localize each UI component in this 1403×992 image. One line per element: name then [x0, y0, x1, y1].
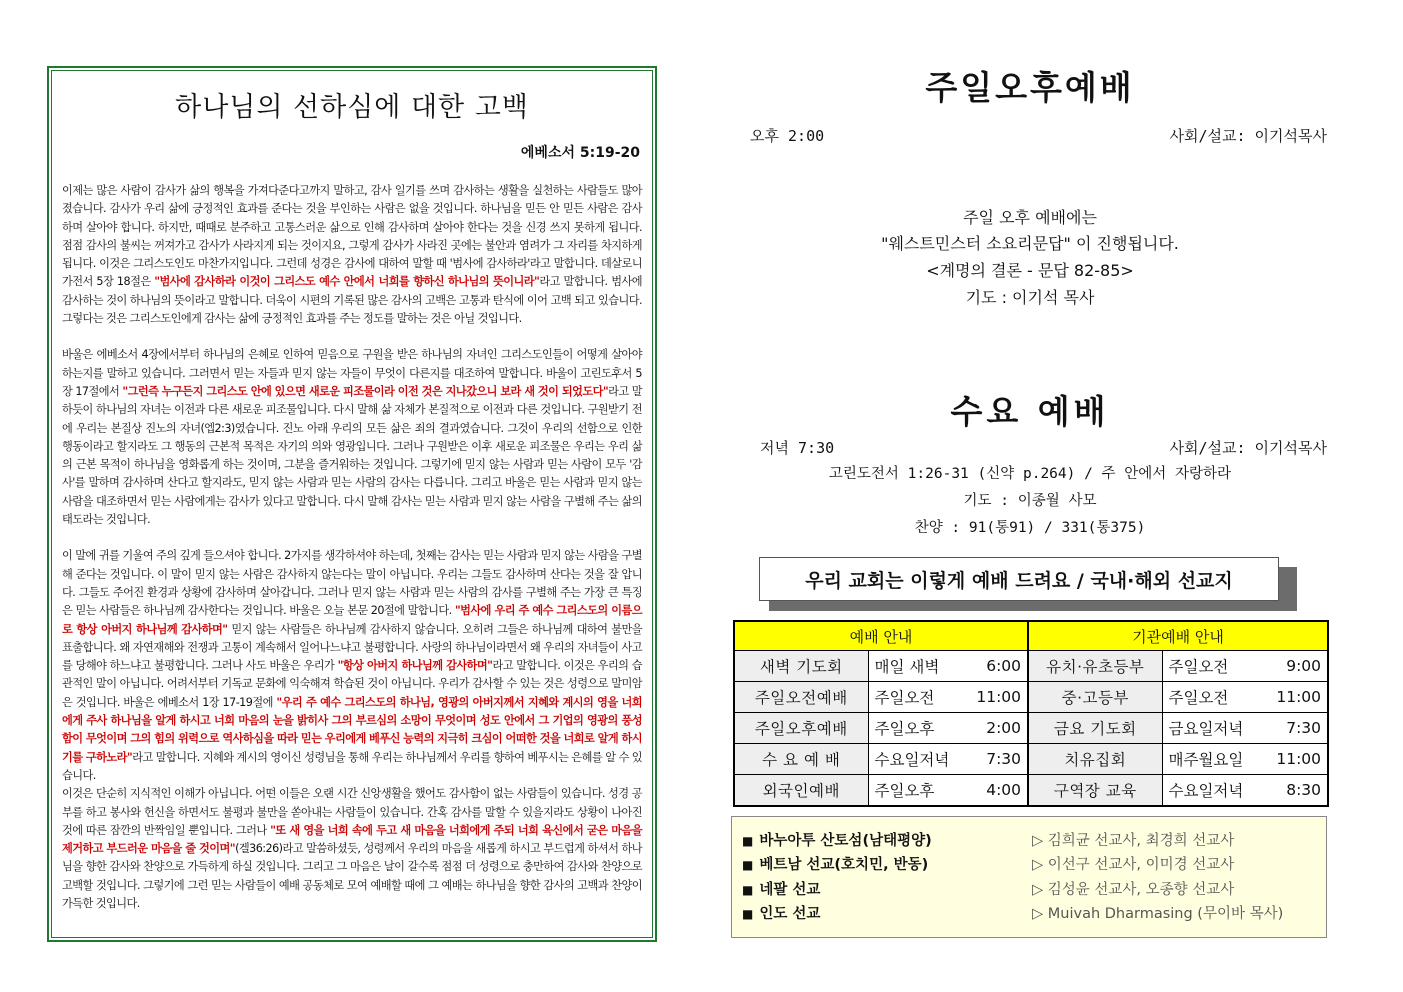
- table-row: [734, 775, 1328, 807]
- afternoon-prayer: 기도 : 이기석 목사: [965, 288, 1095, 307]
- service-name: 외국인예배: [734, 775, 868, 807]
- sermon-reference: 에베소서 5:19-20: [520, 145, 640, 161]
- sermon-inner: [51, 70, 653, 938]
- service-day: 매일 새벽: [874, 658, 940, 676]
- service-time-cell: [868, 744, 1028, 775]
- service-time-cell: [1162, 651, 1328, 682]
- service-time: 8:30: [1286, 781, 1322, 799]
- sermon-text: 이제는 많은 사람이 감사가 삶의 행복을 가져다준다고까지 말하고, 감사 일기를 쓰며 감사하는 생활을 실천하는 사람들도 많아졌습니다. 감사가 우리 삶에 긍정적인 효과를 준다는 것을 부인하는 사람은 없을 것입니다. 하나님을 믿든 안 믿든 사람은 감사하며 살아야 합니다. 하지만, 때때로 분주하고 고통스러운 삶으로 인해 감사하며 살아야 한다는 것을 신경 쓰지 못하게 됩니다. 점점 감사의 불씨는 꺼져가고 감사가 사라지게 되는 것이지요, 그렇게 감사가 사라진 곳에는 불안과 염려가 그 자리를 차지하게 됩니다. 이것은 그리스도인도 마찬가지입니다. 그런데 성경은 감사에 대하여 말할 때 '범사에 감사하라'라고 말합니다. 데살로니가전서 5장 18절은: [62, 184, 642, 289]
- department-name: 중·고등부: [1028, 682, 1162, 713]
- mission-place-label: 베트남 선교(호치민, 반동): [759, 857, 929, 874]
- scripture-quote: "범사에 감사하라 이것이 그리스도 예수 안에서 너희를 향하신 하나님의 뜻이니라": [154, 275, 540, 289]
- service-time: 6:00: [986, 657, 1022, 675]
- sermon-text: 이것은 단순히 지식적인 이해가 아닙니다. 어떤 이들은 오랜 시간 신앙생활을 했어도 감사함이 없는 사람들이 있습니다. 성경 공부를 하고 봉사와 헌신을 하면서도 불평과 불만을 쏟아내는 사람들이 있습니다. 간혹 감사를 말할 수 있을지라도 상황이 나아진 것에 따른 잠깐의 반짝임일 뿐입니다. 그러나: [62, 787, 642, 837]
- missionary-row: [742, 876, 1326, 901]
- service-time-cell: [1162, 775, 1328, 807]
- service-day: 주일오전: [874, 689, 935, 707]
- sermon-text: 이 말에 귀를 기울여 주의 깊게 들으셔야 합니다. 2가지를 생각하셔야 하는데, 첫째는 감사는 믿는 사람과 믿지 않는 사람을 구별해 준다는 것입니다. 이 말이 믿지 않는 사람은 감사하지 않는다는 말이 아닙니다. 우리는 그들도 감사하며 산다는 것을 잘 압니다. 그들도 주어진 환경과 상황에 감사하며 살아갑니다. 그러나 믿지 않는 사람과 믿는 사람의 감사를 구별해 주는 가장 큰 특징은 믿는 사람들은 하나님께 감사한다는 것입니다. 바울은 오늘 본문 20절에 말합니다.: [62, 549, 642, 618]
- sermon-box: [47, 66, 657, 942]
- wednesday-service-title: 수요 예배: [950, 392, 1110, 431]
- service-time: 11:00: [1276, 688, 1322, 706]
- table-row: [734, 651, 1328, 682]
- sermon-title: 하나님의 선하심에 대한 고백: [175, 92, 529, 123]
- department-name: 치유집회: [1028, 744, 1162, 775]
- missionary-names-label: 김성윤 선교사, 오종향 선교사: [1047, 881, 1235, 898]
- scripture-quote: "그런즉 누구든지 그리스도 안에 있으면 새로운 피조물이라 이전 것은 지나갔으니 보라 새 것이 되었도다": [122, 384, 609, 398]
- sermon-text: 믿지 않는 사람들은 하나님께 감사하지 않습니다. 오히려 그들은 하나님께 대하여 불만을 표출합니다. 왜 자연재해와 전쟁과 고통이 계속해서 일어나느냐고 불평합니다. 사랑의 하나님이라면서 왜 우리의 자녀들이 사고를 당해야 하느냐고 불평합니다. 그러나 사도 바울은 우리가: [62, 622, 642, 673]
- triangle-bullet-icon: ▷: [1032, 906, 1048, 923]
- afternoon-leader: 사회/설교: 이기석목사: [1169, 127, 1327, 145]
- table-row: [734, 744, 1328, 775]
- worship-banner: 우리 교회는 이렇게 예배 드려요 / 국내·해외 선교지: [759, 557, 1279, 601]
- service-day: 주일오전: [1168, 658, 1229, 676]
- triangle-bullet-icon: ▷: [1032, 881, 1048, 898]
- missionary-row: [742, 901, 1326, 926]
- department-name: 금요 기도회: [1028, 713, 1162, 744]
- scripture-quote: "항상 아버지 하나님께 감사하며": [337, 659, 493, 673]
- service-time: 11:00: [976, 688, 1022, 706]
- service-day: 주일오전: [1168, 689, 1229, 707]
- missionary-names: [1032, 829, 1234, 850]
- table-header-departments: 기관예배 안내: [1028, 621, 1328, 651]
- service-time: 9:00: [1286, 657, 1322, 675]
- scripture-quote: "우리 주 예수 그리스도의 하나님, 영광의 아버지께서 지혜와 계시의 영을 너희에게 주사 하나님을 알게 하시고 너희 마음의 눈을 밝히사 그의 부르심의 소망이 무엇이며 성도 안에서 그 기업의 영광의 풍성함이 무엇이며 그의 힘의 위력으로 역사하심을 따라 믿는 우리에게 베푸신 능력의 지극히 크심이 어떠한 것을 너희로 알게 하시기를 구하노라": [62, 695, 642, 764]
- mission-place: [742, 829, 1032, 850]
- service-name: 수 요 예 배: [734, 744, 868, 775]
- sermon-text: 라고 말하듯이 하나님의 자녀는 이전과 다른 새로운 피조물입니다. 다시 말해 삶 자체가 본질적으로 이전과 다른 것입니다. 구원받기 전에 우리는 본질상 진노의 자녀(엡2:3)였습니다. 진노 아래 우리의 모든 삶은 죄의 결과였습니다. 그것이 우리의 선함으로 인한 행동이라고 할지라도 그 행동의 근본적 목적은 자기의 의와 영광입니다. 그러나 구원받은 이후 새로운 피조물은 우리는 우리 삶의 근본 목적이 하나님을 영화롭게 하는 것이며, 그분을 즐거워하는 것입니다. 그렇기에 믿지 않는 사람과 믿는 사람이 모두 '감사'를 말하며 감사하며 산다고 할지라도, 믿지 않는 사람과 믿는 사람의 감사는 다릅니다. 그리고 바울은 믿는 사람과 믿지 않는 사람을 대조하면서 믿는 사람에게는 감사가 있다고 말합니다. 다시 말해 감사는 믿는 사람과 믿지 않는 사람을 구별해 주는 삶의 태도라는 것입니다.: [62, 384, 642, 527]
- triangle-bullet-icon: ▷: [1032, 857, 1048, 874]
- afternoon-line-2: "웨스트민스터 소요리문답" 이 진행됩니다.: [881, 234, 1179, 253]
- wednesday-hymn: 찬양 : 91(통91) / 331(통375): [914, 520, 1146, 536]
- sermon-text: 라고 말합니다. 지혜와 계시의 영이신 성령님을 통해 우리는 하나님께서 우리를 향하여 베푸시는 은혜를 알 수 있습니다.: [62, 750, 642, 782]
- wednesday-leader: 사회/설교: 이기석목사: [1169, 439, 1327, 457]
- service-time-cell: [1162, 744, 1328, 775]
- service-time-cell: [868, 682, 1028, 713]
- afternoon-service-title: 주일오후예배: [925, 68, 1135, 107]
- square-bullet-icon: ■: [742, 833, 754, 848]
- service-time-cell: [868, 713, 1028, 744]
- sermon-paragraph-1: [62, 182, 642, 328]
- afternoon-time: 오후 2:00: [750, 127, 825, 145]
- sermon-text: 바울은 에베소서 4장에서부터 하나님의 은혜로 인하여 믿음으로 구원을 받은 하나님의 자녀인 그리스도인들이 어떻게 살아야 하는지를 말하고 있습니다. 그러면서 믿는 자들과 믿지 않는 자들이 무엇이 다른지를 대조하여 말합니다. 바울이 고린도후서 5장 17절에서: [62, 348, 642, 398]
- service-time: 4:00: [986, 781, 1022, 799]
- mission-place-label: 인도 선교: [759, 906, 821, 923]
- table-row: [734, 682, 1328, 713]
- mission-place: [742, 902, 1032, 923]
- mission-place: [742, 853, 1032, 874]
- wednesday-scripture: 고린도전서 1:26-31 (신약 p.264) / 주 안에서 자랑하라: [828, 466, 1232, 482]
- missionary-names: [1032, 878, 1234, 899]
- missionary-row: [742, 827, 1326, 852]
- service-time: 2:00: [986, 719, 1022, 737]
- service-schedule-table: [733, 620, 1329, 807]
- sermon-text: 라고 말합니다. 범사에 감사하는 것이 하나님의 뜻이라고 말합니다. 더욱이 시편의 기록된 많은 감사의 고백은 고통과 탄식에 이어 고백 되고 있습니다. 그렇다는 것은 그리스도인에게 감사는 삶에 긍정적인 효과를 주는 정도를 말하는 것은 아닐 것입니다.: [62, 275, 642, 326]
- service-time-cell: [868, 775, 1028, 807]
- square-bullet-icon: ■: [742, 882, 754, 897]
- scripture-quote: "또 새 영을 너희 속에 두고 새 마음을 너희에게 주되 너희 육신에서 굳은 마음을 제거하고 부드러운 마음을 줄 것이며": [62, 823, 642, 856]
- service-time-cell: [1162, 682, 1328, 713]
- service-day: 수요일저녁: [874, 751, 950, 769]
- sermon-paragraph-4: [62, 785, 642, 913]
- sermon-text: (겔36:26)라고 말씀하셨듯, 성령께서 우리의 마음을 새롭게 하시고 부드럽게 하셔서 하나님을 향한 감사와 찬양으로 가득하게 하실 것입니다. 그리고 그 마음은 날이 갈수록 점점 더 성령으로 충만하여 감사와 찬양으로 고백할 것입니다. 그렇기에 그런 믿는 사람들이 예배 공동체로 모여 예배할 때에 그 예배는 하나님을 향한 감사의 고백과 찬양이 가득한 것입니다.: [62, 842, 642, 910]
- table-row: [734, 713, 1328, 744]
- triangle-bullet-icon: ▷: [1032, 832, 1048, 849]
- mission-place-label: 네팔 선교: [759, 881, 821, 898]
- missionary-names: [1032, 902, 1283, 923]
- wednesday-time: 저녁 7:30: [760, 439, 835, 457]
- table-header-services: 예배 안내: [734, 621, 1028, 651]
- square-bullet-icon: ■: [742, 907, 754, 922]
- missionary-names-label: 이선구 선교사, 이미경 선교사: [1047, 857, 1235, 874]
- afternoon-line-1: 주일 오후 예배에는: [963, 208, 1097, 227]
- service-time: 7:30: [986, 750, 1022, 768]
- service-time-cell: [868, 651, 1028, 682]
- service-day: 주일오후: [874, 720, 935, 738]
- service-day: 매주월요일: [1168, 751, 1244, 769]
- square-bullet-icon: ■: [742, 858, 754, 873]
- service-table-body: [734, 651, 1328, 807]
- service-name: 주일오후예배: [734, 713, 868, 744]
- sermon-text: 라고 말합니다. 이것은 우리의 습관적인 말이 아닙니다. 어려서부터 기독교 문화에 익숙해져 학습된 것이 아닙니다. 우리가 감사할 수 있는 것은 성령으로 말미암은 것입니다. 바울은 에베소서 1장 17-19절에: [62, 659, 642, 709]
- wednesday-prayer: 기도 : 이종월 사모: [963, 493, 1097, 509]
- sermon-paragraph-2: [62, 346, 642, 529]
- service-time: 7:30: [1286, 719, 1322, 737]
- service-name: 주일오전예배: [734, 682, 868, 713]
- service-day: 금요일저녁: [1168, 720, 1244, 738]
- service-day: 주일오후: [874, 782, 935, 800]
- missionary-names-label: Muivah Dharmasing (무이바 목사): [1047, 906, 1284, 923]
- missionary-names: [1032, 853, 1234, 874]
- service-day: 수요일저녁: [1168, 782, 1244, 800]
- wednesday-meta: [760, 437, 1327, 458]
- department-name: 유치·유초등부: [1028, 651, 1162, 682]
- mission-place: [742, 878, 1032, 899]
- department-name: 구역장 교육: [1028, 775, 1162, 807]
- mission-place-label: 바누아투 산토섬(남태평양): [759, 832, 932, 849]
- missionary-row: [742, 852, 1326, 877]
- missionary-list: [731, 816, 1327, 938]
- service-name: 새벽 기도회: [734, 651, 868, 682]
- service-time-cell: [1162, 713, 1328, 744]
- service-time: 11:00: [1276, 750, 1322, 768]
- afternoon-line-3: <계명의 결론 - 문답 82-85>: [926, 261, 1134, 280]
- scripture-quote: "범사에 우리 주 예수 그리스도의 이름으로 항상 아버지 하나님께 감사하며": [62, 604, 642, 636]
- missionary-names-label: 김희균 선교사, 최경희 선교사: [1047, 832, 1235, 849]
- afternoon-meta: [750, 125, 1327, 146]
- sermon-paragraph-3: [62, 547, 642, 785]
